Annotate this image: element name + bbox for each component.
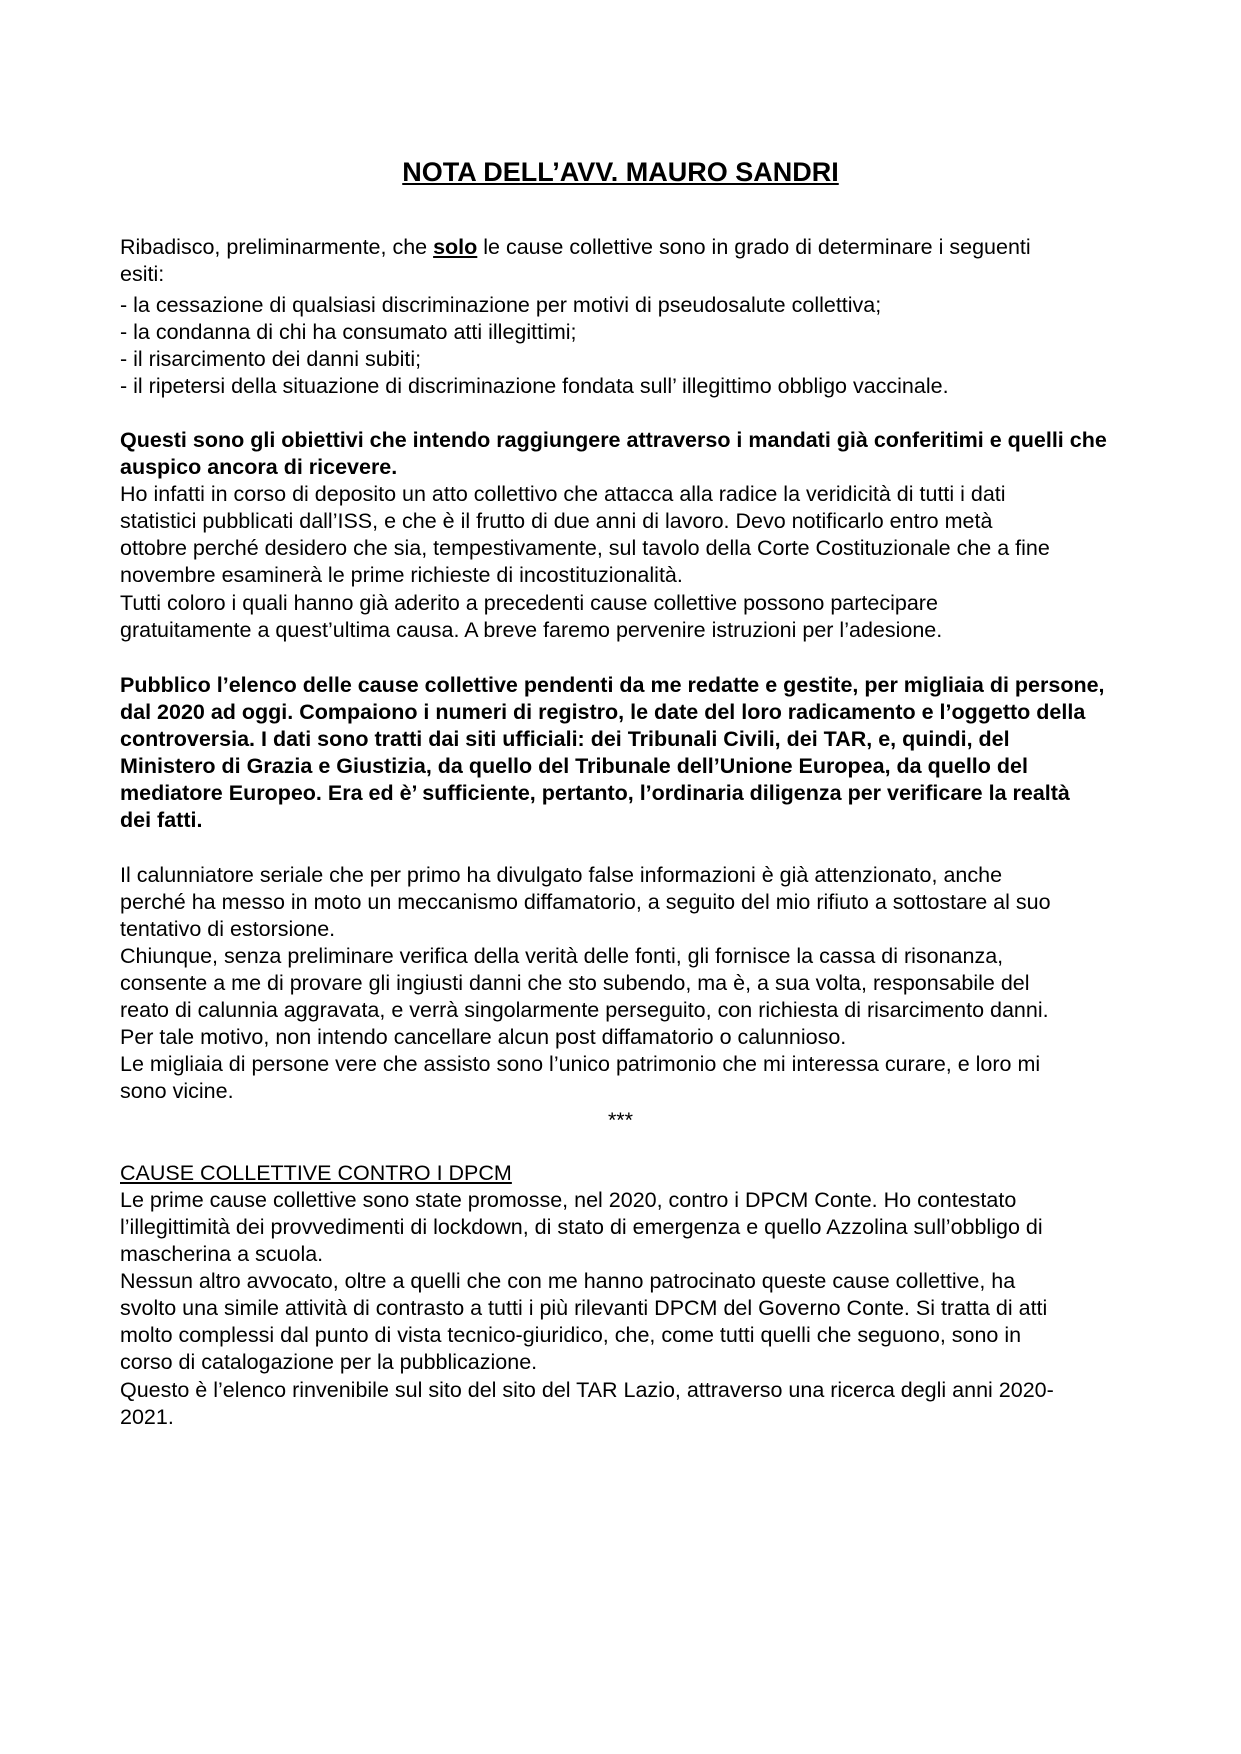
calumny-line: Chiunque, senza preliminare verifica della verità delle fonti, gli fornisce la cassa di risonanza, [120,944,1004,968]
objectives-line: statistici pubblicati dall’ISS, e che è il frutto di due anni di lavoro. Devo notificarlo entro metà [120,509,993,533]
intro-text: Ribadisco, preliminarmente, che [120,235,434,259]
dpcm-line: l’illegittimità dei provvedimenti di lockdown, di stato di emergenza e quello Azzolina sull’obbligo di [120,1215,1043,1239]
objectives-line: Ho infatti in corso di deposito un atto collettivo che attacca alla radice la veridicità di tutti i dati [120,482,1006,506]
bullet-item: - il ripetersi della situazione di discriminazione fondata sull’ illegittimo obbligo vaccinale. [120,374,949,398]
publication-line: Pubblico l’elenco delle cause collettive pendenti da me redatte e gestite, per migliaia di persone, [120,673,1105,697]
calumny-line: consente a me di provare gli ingiusti danni che sto subendo, ma è, a sua volta, responsabile del [120,971,1030,995]
objectives-line: ottobre perché desidero che sia, tempestivamente, sul tavolo della Corte Costituzionale che a fine [120,536,1050,560]
dpcm-line: 2021. [120,1405,174,1429]
calumny-line: Le migliaia di persone vere che assisto sono l’unico patrimonio che mi interessa curare, e loro mi [120,1052,1041,1076]
emphasis-solo: solo [433,235,478,259]
calumny-line: Il calunniatore seriale che per primo ha divulgato false informazioni è già attenzionato, anche [120,863,1003,887]
publication-line: dal 2020 ad oggi. Compaiono i numeri di registro, le date del loro radicamento e l’oggetto della [120,700,1086,724]
publication-line: mediatore Europeo. Era ed è’ sufficiente, pertanto, l’ordinaria diligenza per verificare la realtà [120,781,1070,805]
publication-line: controversia. I dati sono tratti dai siti ufficiali: dei Tribunali Civili, dei TAR, e, quindi, del [120,727,1010,751]
calumny-line: Per tale motivo, non intendo cancellare alcun post diffamatorio o calunnioso. [120,1025,847,1049]
intro-text: le cause collettive sono in grado di determinare i seguenti [477,235,1031,259]
intro-line [120,232,1031,262]
section-heading: CAUSE COLLETTIVE CONTRO I DPCM [120,1161,512,1185]
dpcm-line: Le prime cause collettive sono state promosse, nel 2020, contro i DPCM Conte. Ho contestato [120,1188,1017,1212]
dpcm-line: Nessun altro avvocato, oltre a quelli che con me hanno patrocinato queste cause collettive, ha [120,1269,1016,1293]
intro-line: esiti: [120,262,165,286]
bullet-item: - la cessazione di qualsiasi discriminazione per motivi di pseudosalute collettiva; [120,293,882,317]
publication-line: Ministero di Grazia e Giustizia, da quello del Tribunale dell’Unione Europea, da quello del [120,754,1028,778]
calumny-line: tentativo di estorsione. [120,917,336,941]
dpcm-line: corso di catalogazione per la pubblicazione. [120,1350,538,1374]
section-separator: *** [607,1108,634,1132]
dpcm-line: mascherina a scuola. [120,1242,324,1266]
document-title: NOTA DELL’AVV. MAURO SANDRI [402,157,839,187]
objectives-line: gratuitamente a quest’ultima causa. A breve faremo pervenire istruzioni per l’adesione. [120,618,943,642]
objectives-bold-line: auspico ancora di ricevere. [120,455,398,479]
objectives-line: Tutti coloro i quali hanno già aderito a precedenti cause collettive possono partecipare [120,591,938,615]
dpcm-line: molto complessi dal punto di vista tecnico-giuridico, che, come tutti quelli che seguono, sono in [120,1323,1022,1347]
bullet-item: - la condanna di chi ha consumato atti illegittimi; [120,320,577,344]
dpcm-line: svolto una simile attività di contrasto a tutti i più rilevanti DPCM del Governo Conte. Si tratta di atti [120,1296,1048,1320]
bullet-item: - il risarcimento dei danni subiti; [120,347,422,371]
calumny-line: reato di calunnia aggravata, e verrà singolarmente perseguito, con richiesta di risarcimento danni. [120,998,1049,1022]
objectives-bold-line: Questi sono gli obiettivi che intendo raggiungere attraverso i mandati già conferitimi e quelli che [120,428,1107,452]
objectives-line: novembre esaminerà le prime richieste di incostituzionalità. [120,563,683,587]
calumny-line: sono vicine. [120,1079,234,1103]
dpcm-line: Questo è l’elenco rinvenibile sul sito del sito del TAR Lazio, attraverso una ricerca degli anni 2020- [120,1378,1054,1402]
calumny-line: perché ha messo in moto un meccanismo diffamatorio, a seguito del mio rifiuto a sottostare al suo [120,890,1051,914]
publication-line: dei fatti. [120,808,203,832]
